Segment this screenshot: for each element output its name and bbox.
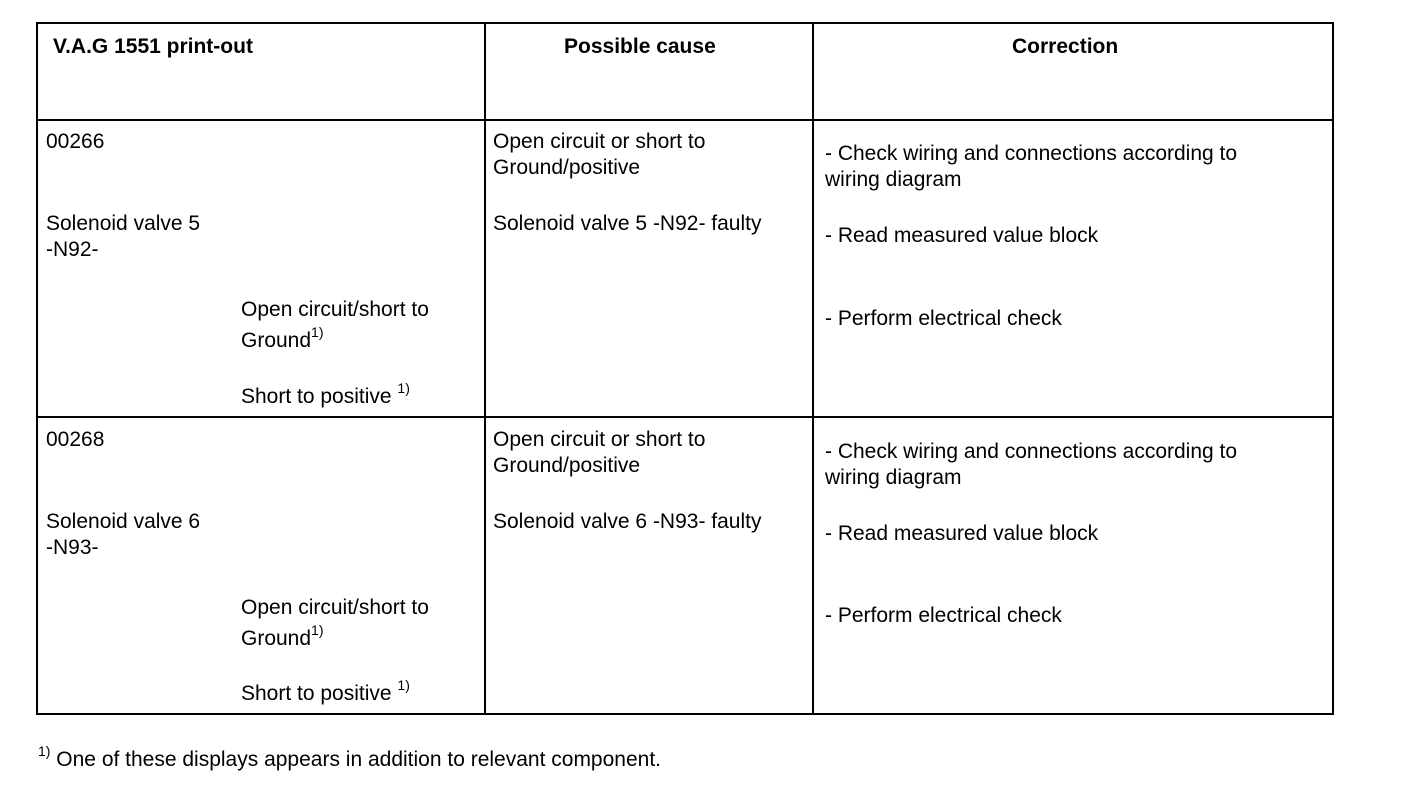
correction-line: wiring diagram <box>825 168 962 191</box>
correction-check-wiring <box>825 439 1237 491</box>
display-line: Open circuit/short to <box>241 596 429 619</box>
fault-table <box>36 22 1334 715</box>
display-line: Open circuit/short to <box>241 298 429 321</box>
correction-line: wiring diagram <box>825 466 962 489</box>
correction-read-block: - Read measured value block <box>825 522 1099 545</box>
header-possible-cause: Possible cause <box>564 35 716 58</box>
header-printout: V.A.G 1551 print-out <box>53 35 253 58</box>
cause-line: Open circuit or short to <box>493 428 706 451</box>
footnote-marker: 1) <box>397 380 410 396</box>
fault-code: 00268 <box>46 428 105 451</box>
component-line: Solenoid valve 5 <box>46 212 201 235</box>
component-name <box>46 211 200 263</box>
column-divider <box>812 24 814 713</box>
column-divider <box>484 24 486 713</box>
display-line: Ground <box>241 627 312 650</box>
display-open-circuit <box>241 294 429 356</box>
correction-line: - Check wiring and connections according to <box>825 440 1238 463</box>
row-divider <box>38 416 1332 418</box>
cause-line: Ground/positive <box>493 454 641 477</box>
cause-open-circuit <box>493 427 705 479</box>
display-open-circuit <box>241 592 429 654</box>
footnote-text: One of these displays appears in addition to relevant component. <box>50 748 662 771</box>
display-line: Short to positive <box>241 385 398 408</box>
display-line: Short to positive <box>241 682 398 705</box>
cause-line: Ground/positive <box>493 156 641 179</box>
cause-open-circuit <box>493 129 705 181</box>
correction-check-wiring <box>825 141 1237 193</box>
footnote-marker: 1) <box>38 743 51 759</box>
component-line: Solenoid valve 6 <box>46 510 201 533</box>
correction-read-block: - Read measured value block <box>825 224 1099 247</box>
row-divider <box>38 119 1332 121</box>
cause-line: Open circuit or short to <box>493 130 706 153</box>
component-name <box>46 509 200 561</box>
display-short-positive <box>241 677 410 707</box>
cause-component-faulty: Solenoid valve 5 -N92- faulty <box>493 212 762 235</box>
fault-code: 00266 <box>46 130 105 153</box>
correction-electrical-check: - Perform electrical check <box>825 307 1062 330</box>
component-line: -N93- <box>46 536 99 559</box>
footnote-marker: 1) <box>397 677 410 693</box>
cause-component-faulty: Solenoid valve 6 -N93- faulty <box>493 510 762 533</box>
correction-line: - Check wiring and connections according to <box>825 142 1238 165</box>
footnote-marker: 1) <box>311 324 324 340</box>
header-correction: Correction <box>1012 35 1119 58</box>
footnote-marker: 1) <box>311 622 324 638</box>
display-line: Ground <box>241 329 312 352</box>
footnote <box>38 743 662 773</box>
display-short-positive <box>241 380 410 410</box>
correction-electrical-check: - Perform electrical check <box>825 604 1062 627</box>
component-line: -N92- <box>46 238 99 261</box>
